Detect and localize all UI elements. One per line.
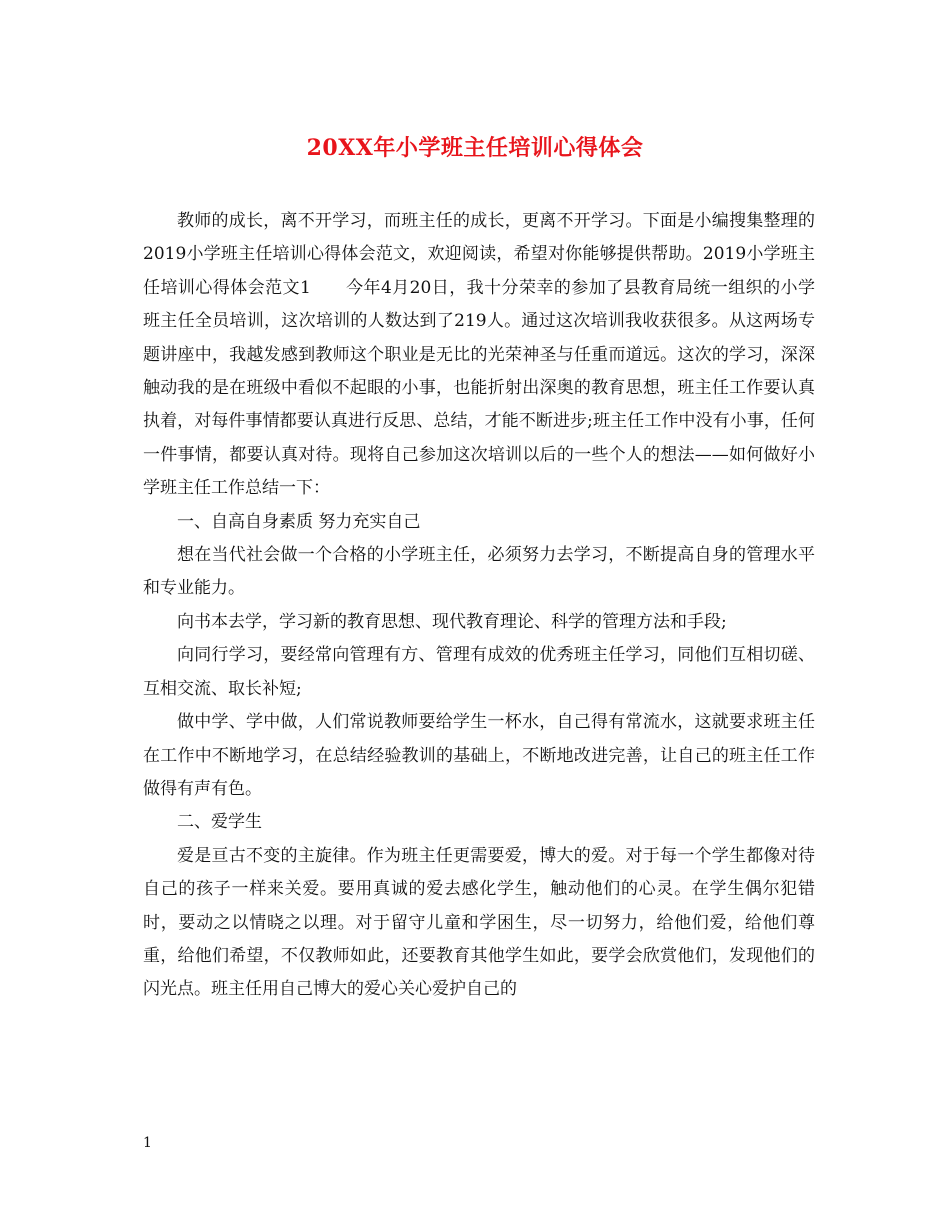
paragraph: 爱是亘古不变的主旋律。作为班主任更需要爱，博大的爱。对于每一个学生都像对待自己的孩子一样来关爱。要用真诚的爱去感化学生，触动他们的心灵。在学生偶尔犯错时，要动之以情晓之以理。对于留守儿童和学困生，尽一切努力，给他们爱，给他们尊重，给他们希望，不仅教师如此，还要教育其他学生如此，要学会欣赏他们，发现他们的闪光点。班主任用自己博大的爱心关心爱护自己的 bbox=[143, 845, 815, 1000]
paragraph: 想在当代社会做一个合格的小学班主任，必须努力去学习，不断提高自身的管理水平和专业能力。 bbox=[143, 545, 815, 599]
document-body bbox=[143, 205, 815, 1007]
paragraph-intro: 教师的成长，离不开学习，而班主任的成长，更离不开学习。下面是小编搜集整理的2019小学班主任培训心得体会范文，欢迎阅读，希望对你能够提供帮助。2019小学班主任培训心得体会范文1 今年4月20日，我十分荣幸的参加了县教育局统一组织的小学班主任全员培训，这次培训的人数达到了219人。通过这次培训我收获很多。从这两场专题讲座中，我越发感到教师这个职业是无比的光荣神圣与任重而道远。这次的学习，深深触动我的是在班级中看似不起眼的小事，也能折射出深奥的教育思想，班主任工作要认真执着，对每件事情都要认真进行反思、总结，才能不断进步;班主任工作中没有小事，任何一件事情，都要认真对待。现将自己参加这次培训以后的一些个人的想法——如何做好小学班主任工作总结一下： bbox=[143, 211, 815, 499]
page-number: 1 bbox=[143, 1135, 152, 1151]
paragraph: 向书本去学，学习新的教育思想、现代教育理论、科学的管理方法和手段; bbox=[177, 611, 727, 632]
paragraph: 向同行学习，要经常向管理有方、管理有成效的优秀班主任学习，同他们互相切磋、互相交流、取长补短; bbox=[143, 645, 815, 699]
document-title: 20XX年小学班主任培训心得体会 bbox=[306, 135, 644, 161]
paragraph: 做中学、学中做，人们常说教师要给学生一杯水，自己得有常流水，这就要求班主任在工作中不断地学习，在总结经验教训的基础上，不断地改进完善，让自己的班主任工作做得有声有色。 bbox=[143, 712, 815, 799]
section-heading-2: 二、爱学生 bbox=[177, 812, 262, 833]
section-heading-1: 一、自高自身素质 努力充实自己 bbox=[177, 511, 421, 532]
